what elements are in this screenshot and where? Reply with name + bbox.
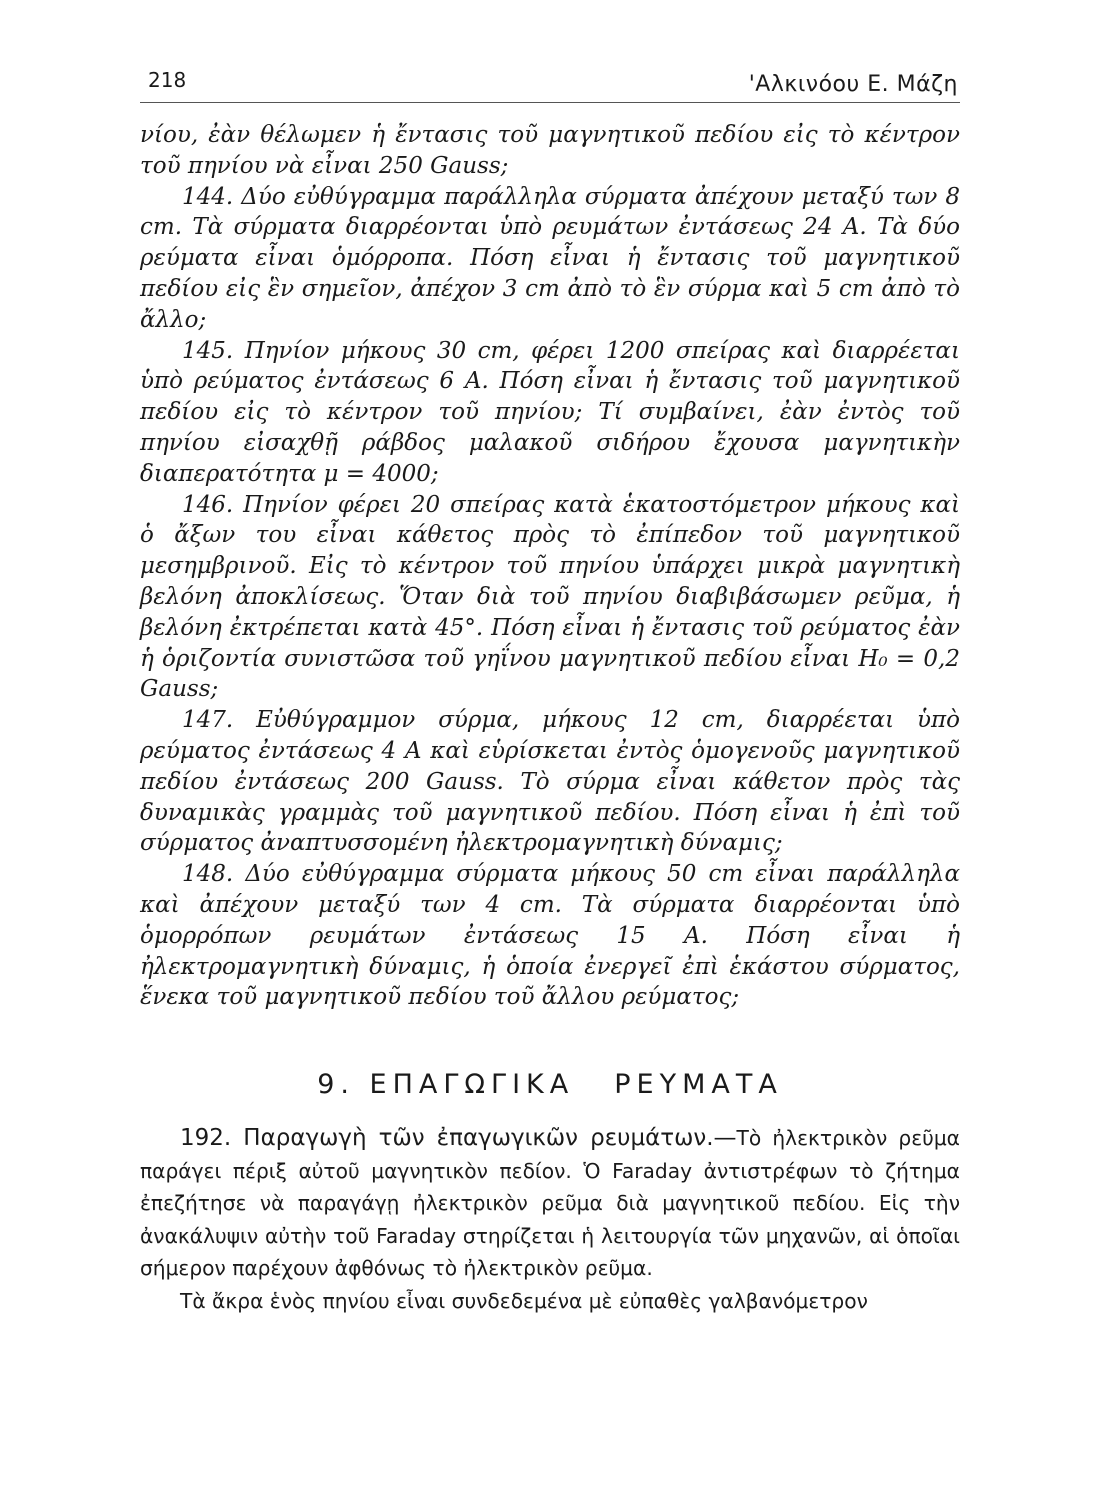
- problem-147: 147. Εὐθύγραμμον σύρμα, μήκους 12 cm, διαρρέεται ὑπὸ ρεύματος ἐντάσεως 4 Α καὶ εὑρίσκεται ἐντὸς ὁμογενοῦς μαγνητικοῦ πεδίου ἐντάσεως 200 Gauss. Τὸ σύρμα εἶναι κάθετον πρὸς τὰς δυναμικὰς γραμμὰς τοῦ μαγνητικοῦ πεδίου. Πόση εἶναι ἡ ἐπὶ τοῦ σύρματος ἀναπτυσσομένη ἠλεκτρομαγνητικὴ δύναμις;: [140, 707, 960, 857]
- paragraph-192: [140, 1122, 960, 1285]
- paragraph-subhead: 192. Παραγωγὴ τῶν ἐπαγωγικῶν ρευμάτων.—: [180, 1125, 737, 1152]
- problem-146: 146. Πηνίον φέρει 20 σπείρας κατὰ ἑκατοστόμετρον μήκους καὶ ὁ ἄξων του εἶναι κάθετος πρὸς τὸ ἐπίπεδον τοῦ μαγνητικοῦ μεσημβρινοῦ. Εἰς τὸ κέντρον τοῦ πηνίου ὑπάρχει μικρὰ μαγνητικὴ βελόνη ἀποκλίσεως. Ὅταν διὰ τοῦ πηνίου διαβιβάσωμεν ρεῦμα, ἡ βελόνη ἐκτρέπεται κατὰ 45°. Πόση εἶναι ἡ ἔντασις τοῦ ρεύματος ἐὰν ἡ ὁριζοντία συνιστῶσα τοῦ γηΐνου μαγνητικοῦ πεδίου εἶναι H₀ = 0,2 Gauss;: [140, 491, 960, 703]
- running-head: 'Αλκινόου Ε. Μάζη: [748, 72, 958, 97]
- problem-145: 145. Πηνίον μήκους 30 cm, φέρει 1200 σπείρας καὶ διαρρέεται ὑπὸ ρεύματος ἐντάσεως 6 Α. Πόση εἶναι ἡ ἔντασις τοῦ μαγνητικοῦ πεδίου εἰς τὸ κέντρον τοῦ πηνίου; Τί συμβαίνει, ἐὰν ἐντὸς τοῦ πηνίου εἰσαχθῇ ράβδος μαλακοῦ σιδήρου ἔχουσα μαγνητικὴν διαπερατότητα μ = 4000;: [140, 337, 960, 487]
- page-header: [140, 62, 960, 103]
- page-body: [140, 120, 960, 1317]
- problem-list: [140, 120, 960, 1013]
- section-title-word1: ΕΠΑΓΩΓΙΚΑ: [369, 1069, 575, 1101]
- section-title-word2: ΡΕΥΜΑΤΑ: [614, 1069, 783, 1101]
- paragraph-192-text: Τὸ ἠλεκτρικὸν ρεῦμα παράγει πέριξ αὐτοῦ μαγνητικὸν πεδίον. Ὁ Faraday ἀντιστρέφων τὸ ζήτημα ἐπεζήτησε νὰ παραγάγῃ ἠλεκτρικὸν ρεῦμα διὰ μαγνητικοῦ πεδίου. Εἰς τὴν ἀνακάλυψιν αὐτὴν τοῦ Faraday στηρίζεται ἡ λειτουργία τῶν μηχανῶν, αἱ ὁποῖαι σήμερον παρέχουν ἀφθόνως τὸ ἠλεκτρικὸν ρεῦμα.: [140, 1126, 960, 1281]
- section-number: 9.: [317, 1069, 355, 1101]
- problem-148: 148. Δύο εὐθύγραμμα σύρματα μήκους 50 cm εἶναι παράλληλα καὶ ἀπέχουν μεταξύ των 4 cm. Τὰ σύρματα διαρρέονται ὑπὸ ὁμορρόπων ρευμάτων ἐντάσεως 15 Α. Πόση εἶναι ἡ ἠλεκτρομαγνητικὴ δύναμις, ἡ ὁποία ἐνεργεῖ ἐπὶ ἑκάστου σύρματος, ἕνεκα τοῦ μαγνητικοῦ πεδίου τοῦ ἄλλου ρεύματος;: [140, 861, 960, 1011]
- page-number: 218: [148, 68, 187, 92]
- problem-144: 144. Δύο εὐθύγραμμα παράλληλα σύρματα ἀπέχουν μεταξύ των 8 cm. Τὰ σύρματα διαρρέονται ὑπὸ ρευμάτων ἐντάσεως 24 Α. Τὰ δύο ρεύματα εἶναι ὁμόρροπα. Πόση εἶναι ἡ ἔντασις τοῦ μαγνητικοῦ πεδίου εἰς ἓν σημεῖον, ἀπέχον 3 cm ἀπὸ τὸ ἓν σύρμα καὶ 5 cm ἀπὸ τὸ ἄλλο;: [140, 183, 960, 333]
- section-prose: [140, 1122, 960, 1317]
- paragraph-2: Τὰ ἄκρα ἑνὸς πηνίου εἶναι συνδεδεμένα μὲ εὐπαθὲς γαλβανόμετρον: [180, 1288, 868, 1313]
- problem-143-continuation: νίου, ἐὰν θέλωμεν ἡ ἔντασις τοῦ μαγνητικοῦ πεδίου εἰς τὸ κέντρον τοῦ πηνίου νὰ εἶναι 250 Gauss;: [140, 122, 960, 179]
- section-heading: [140, 1069, 960, 1100]
